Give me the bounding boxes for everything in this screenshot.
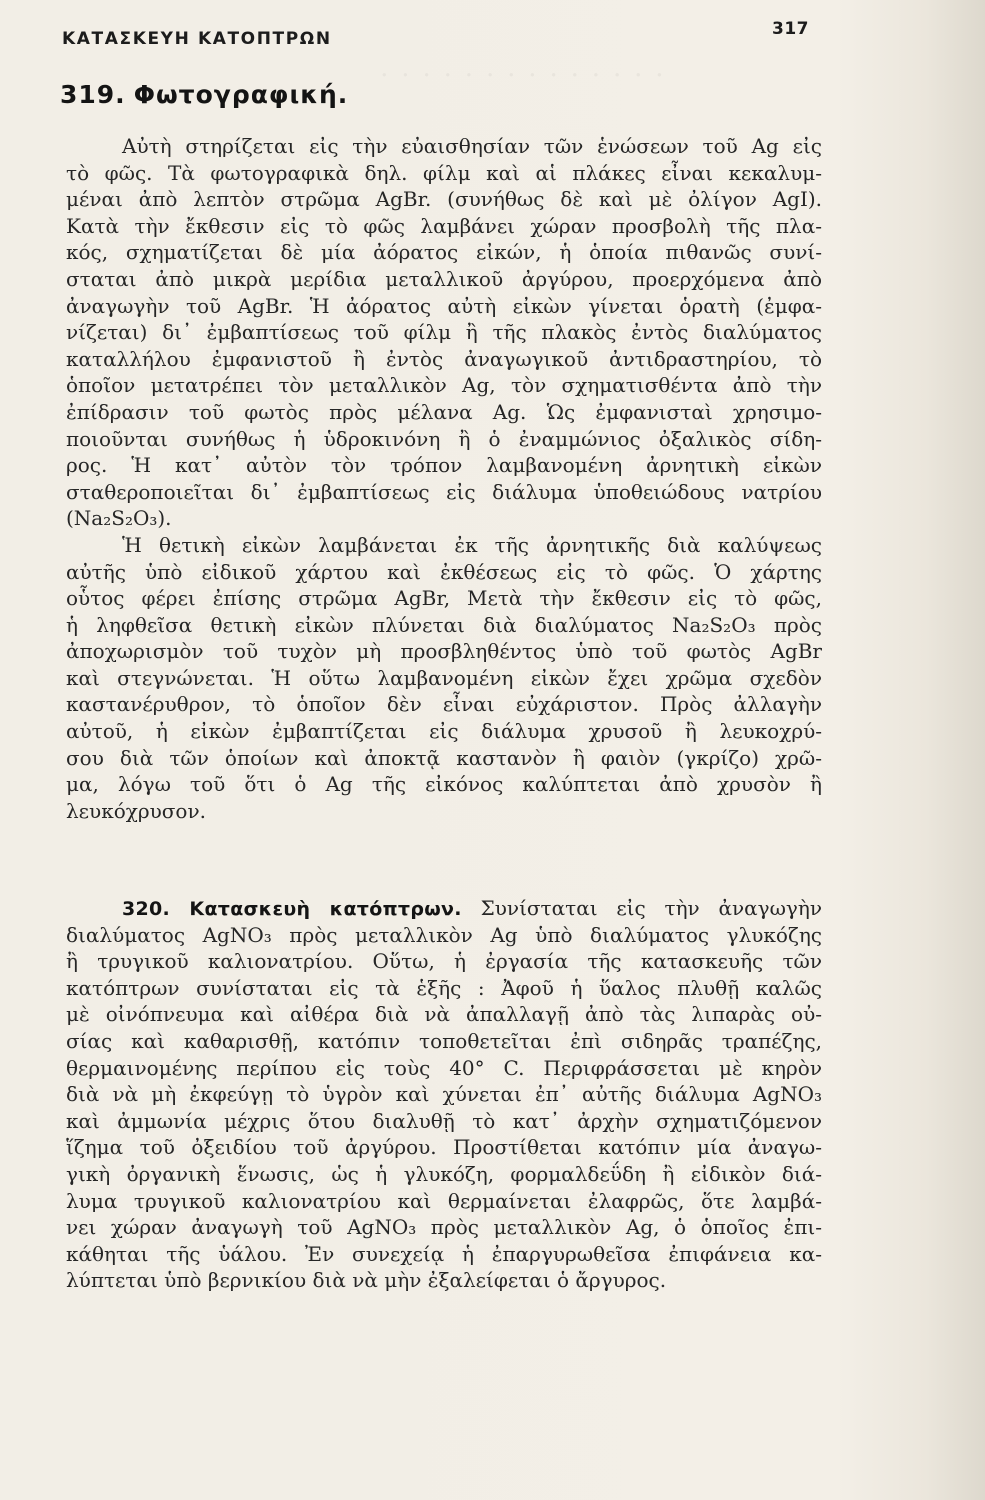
text-line: λυμα τρυγικοῦ καλιονατρίου καὶ θερμαίνεται ἐλαφρῶς, ὅτε λαμβά- (66, 1188, 822, 1213)
page-number: 317 (772, 19, 809, 39)
text-line: λύπτεται ὑπὸ βερνικίου διὰ νὰ μὴν ἐξαλείφεται ὁ ἄργυρος. (66, 1268, 667, 1293)
running-head: ΚΑΤΑΣΚΕΥΗ ΚΑΤΟΠΤΡΩΝ (62, 29, 332, 49)
text-line: καὶ ἀμμωνία μέχρις ὅτου διαλυθῇ τὸ κατ᾿ ἀρχὴν σχηματιζόμενον (66, 1108, 822, 1133)
text-line: λευκόχρυσον. (66, 798, 206, 823)
text-line: ρος. Ἡ κατ᾿ αὐτὸν τὸν τρόπον λαμβανομένη ἀρνητικὴ εἰκὼν (66, 453, 822, 478)
text-line: διὰ νὰ μὴ ἐκφεύγῃ τὸ ὑγρὸν καὶ χύνεται ἐπ᾿ αὐτῆς διάλυμα AgNO₃ (66, 1082, 822, 1107)
text-line: διαλύματος AgNO₃ πρὸς μεταλλικὸν Ag ὑπὸ διαλύματος γλυκόζης (66, 922, 822, 947)
text-line: ἵζημα τοῦ ὀξειδίου τοῦ ἀργύρου. Προστίθεται κατόπιν μία ἀναγω- (66, 1135, 822, 1160)
text-line: μέναι ἀπὸ λεπτὸν στρῶμα AgBr. (συνήθως δὲ καὶ μὲ ὀλίγον AgI). (66, 187, 822, 212)
text-line: μὲ οἰνόπνευμα καὶ αἰθέρα διὰ νὰ ἀπαλλαγῇ ἀπὸ τὰς λιπαρὰς οὐ- (66, 1002, 822, 1027)
text-line: σου διὰ τῶν ὁποίων καὶ ἀποκτᾷ καστανὸν ἢ φαιὸν (γκρίζο) χρῶ- (66, 745, 822, 770)
text-line: ἀναγωγὴν τοῦ AgBr. Ἡ ἀόρατος αὐτὴ εἰκὼν γίνεται ὁρατὴ (ἐμφα- (66, 293, 822, 318)
section-320-body (66, 895, 822, 1294)
text-line: γικὴ ὀργανικὴ ἕνωσις, ὡς ἡ γλυκόζη, φορμαλδεΰδη ἢ εἰδικὸν διά- (66, 1161, 822, 1186)
section-heading-319 (60, 80, 348, 109)
text-line: (Na₂S₂O₃). (66, 506, 172, 531)
text-line: σίας καὶ καθαρισθῇ, κατόπιν τοποθετεῖται ἐπὶ σιδηρᾶς τραπέζης, (66, 1028, 822, 1053)
text-line: σταθεροποιεῖται δι᾿ ἐμβαπτίσεως εἰς διάλυμα ὑποθειώδους νατρίου (66, 479, 822, 504)
section-320-first-line (66, 895, 822, 922)
text-line: σταται ἀπὸ μικρὰ μερίδια μεταλλικοῦ ἀργύρου, προερχόμενα ἀπὸ (66, 266, 822, 291)
text-line: Ἡ θετικὴ εἰκὼν λαμβάνεται ἐκ τῆς ἀρνητικῆς διὰ καλύψεως (122, 532, 822, 557)
text-line: ἐπίδρασιν τοῦ φωτὸς πρὸς μέλανα Ag. Ὡς ἐμφανισταὶ χρησιμο- (66, 399, 822, 424)
text-line: κατόπτρων συνίσταται εἰς τὰ ἑξῆς : Ἀφοῦ ἡ ὕαλος πλυθῇ καλῶς (66, 975, 822, 1000)
text-line: Κατὰ τὴν ἔκθεσιν εἰς τὸ φῶς λαμβάνει χώραν προσβολὴ τῆς πλα- (66, 213, 822, 238)
text-line: ἡ ληφθεῖσα θετικὴ εἰκὼν πλύνεται διὰ διαλύματος Na₂S₂O₃ πρὸς (66, 612, 822, 637)
show-through-decoration (380, 60, 840, 91)
text-line: ὁποῖον μετατρέπει τὸν μεταλλικὸν Ag, τὸν σχηματισθέντα ἀπὸ τὴν (66, 373, 822, 398)
text-line: μα, λόγω τοῦ ὅτι ὁ Ag τῆς εἰκόνος καλύπτεται ἀπὸ χρυσὸν ἢ (66, 772, 822, 797)
text-line: νει χώραν ἀναγωγὴ τοῦ AgNO₃ πρὸς μεταλλικὸν Ag, ὁ ὁποῖος ἐπι- (66, 1215, 822, 1240)
text-line: τὸ φῶς. Τὰ φωτογραφικὰ δηλ. φίλμ καὶ αἱ πλάκες εἶναι κεκαλυμ- (66, 160, 822, 185)
text-span: Συνίσταται εἰς τὴν ἀναγωγὴν (480, 896, 823, 920)
text-line: καστανέρυθρον, τὸ ὁποῖον δὲν εἶναι εὐχάριστον. Πρὸς ἀλλαγὴν (66, 692, 822, 717)
text-line: οὗτος φέρει ἐπίσης στρῶμα AgBr, Μετὰ τὴν ἔκθεσιν εἰς τὸ φῶς, (66, 586, 822, 611)
section-heading-320: 320. Κατασκευὴ κατόπτρων. (122, 898, 462, 920)
text-line: νίζεται) δι᾿ ἐμβαπτίσεως τοῦ φίλμ ἢ τῆς πλακὸς ἐντὸς διαλύματος (66, 320, 822, 345)
text-line: ἢ τρυγικοῦ καλιονατρίου. Οὕτω, ἡ ἐργασία τῆς κατασκευῆς τῶν (66, 949, 822, 974)
text-line: κός, σχηματίζεται δὲ μία ἀόρατος εἰκών, ἡ ὁποία πιθανῶς συνί- (66, 240, 822, 265)
text-line: Αὐτὴ στηρίζεται εἰς τὴν εὐαισθησίαν τῶν ἑνώσεων τοῦ Ag εἰς (122, 134, 822, 158)
section-number: 319. (60, 80, 126, 109)
text-line: ἀποχωρισμὸν τοῦ τυχὸν μὴ προσβληθέντος ὑπὸ τοῦ φωτὸς AgBr (66, 639, 822, 664)
text-line: θερμαινομένης περίπου εἰς τοὺς 40° C. Περιφράσσεται μὲ κηρὸν (66, 1055, 822, 1080)
text-line: κάθηται τῆς ὑάλου. Ἐν συνεχείᾳ ἡ ἐπαργυρωθεῖσα ἐπιφάνεια κα- (66, 1241, 822, 1266)
section-319-body (66, 133, 822, 824)
text-line: αὐτοῦ, ἡ εἰκὼν ἐμβαπτίζεται εἰς διάλυμα χρυσοῦ ἢ λευκοχρύ- (66, 719, 822, 744)
text-line: αὐτῆς ὑπὸ εἰδικοῦ χάρτου καὶ ἐκθέσεως εἰς τὸ φῶς. Ὁ χάρτης (66, 559, 822, 584)
section-title: Φωτογραφική. (133, 80, 349, 109)
text-line: καὶ στεγνώνεται. Ἡ οὕτω λαμβανομένη εἰκὼν ἔχει χρῶμα σχεδὸν (66, 665, 822, 690)
text-line: καταλλήλου ἐμφανιστοῦ ἢ ἐντὸς ἀναγωγικοῦ ἀντιδραστηρίου, τὸ (66, 346, 822, 371)
text-line: ποιοῦνται συνήθως ἡ ὑδροκινόνη ἢ ὁ ἐναμμώνιος ὀξαλικὸς σίδη- (66, 426, 822, 451)
